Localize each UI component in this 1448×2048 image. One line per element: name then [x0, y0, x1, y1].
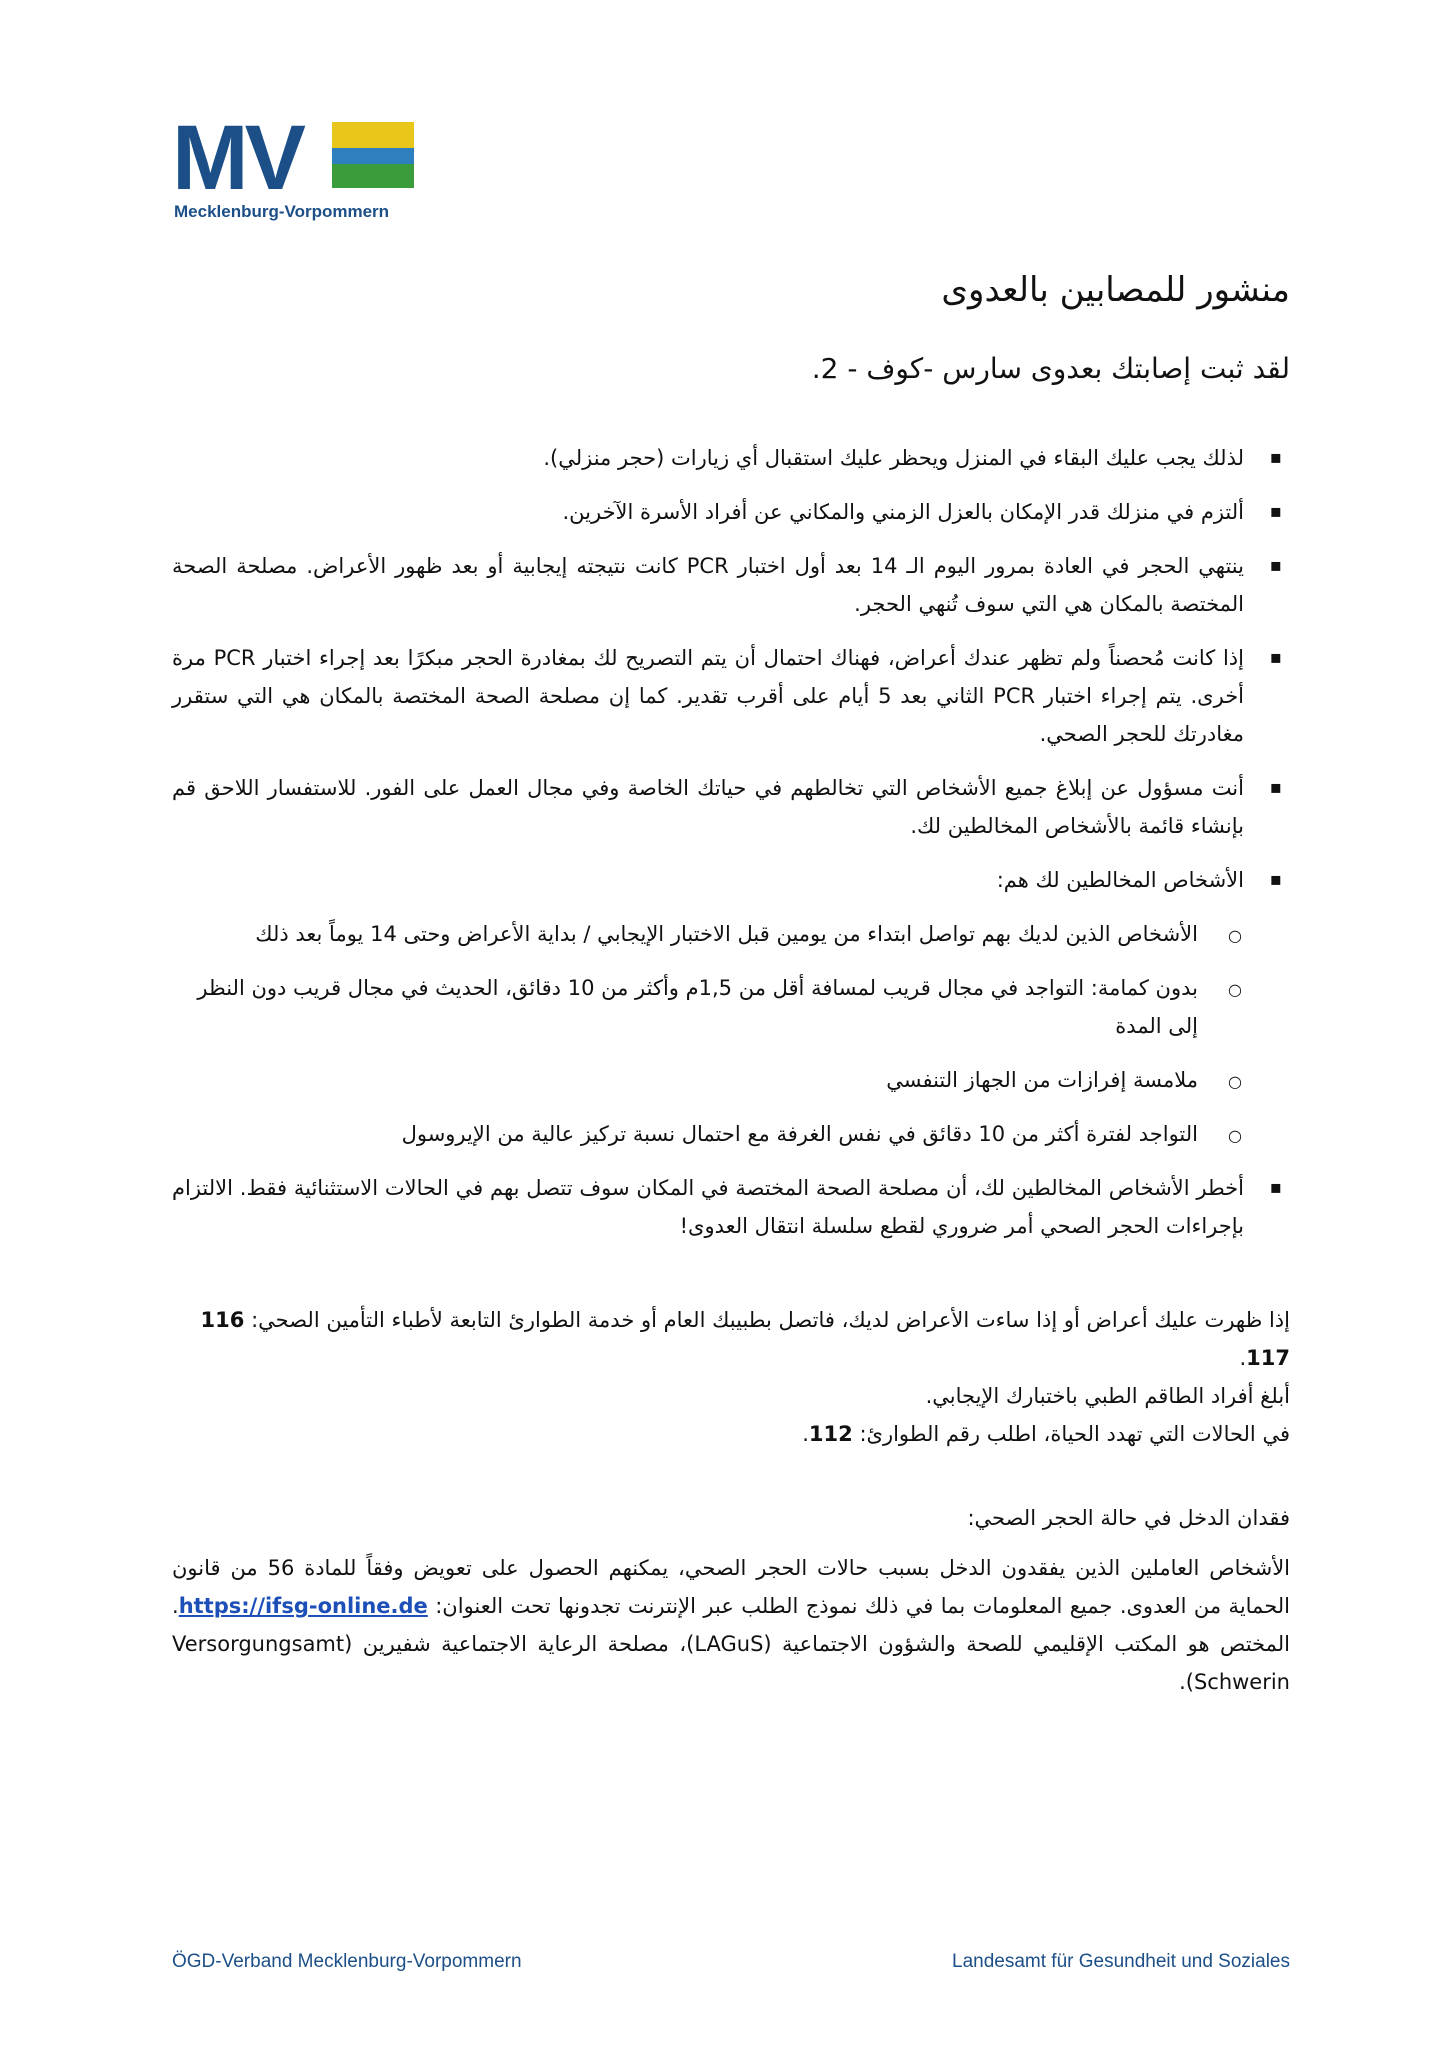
emergency-section — [172, 1301, 1290, 1453]
list-item: ○ الأشخاص الذين لديك بهم تواصل ابتداء من يومين قبل الاختبار الإيجابي / بداية الأعراض وحتى 14 يوماً بعد ذلك — [172, 915, 1290, 953]
page-subtitle: لقد ثبت إصابتك بعدوى سارس -كوف - 2. — [811, 352, 1290, 385]
emergency-text: إذا ظهرت عليك أعراض أو إذا ساءت الأعراض لديك، فاتصل بطبيبك العام أو خدمة الطوارئ التابعة لأطباء التأمين الصحي: 116 117. — [200, 1308, 1290, 1370]
list-item: ▪ ينتهي الحجر في العادة بمرور اليوم الـ 14 بعد أول اختبار PCR كانت نتيجته إيجابية أو بعد ظهور الأعراض. مصلحة الصحة المختصة بالمكان هي التي سوف تُنهي الحجر. — [172, 547, 1290, 623]
list-item: ▪ لذلك يجب عليك البقاء في المنزل ويحظر عليك استقبال أي زيارات (حجر منزلي). — [172, 439, 1290, 477]
emergency-line: في الحالات التي تهدد الحياة، اطلب رقم الطوارئ: — [859, 1422, 1290, 1446]
list-item: ▪ ألتزم في منزلك قدر الإمكان بالعزل الزمني والمكاني عن أفراد الأسرة الآخرين. — [172, 493, 1290, 531]
emergency-line: إذا ظهرت عليك أعراض أو إذا ساءت الأعراض لديك، فاتصل بطبيبك العام أو خدمة الطوارئ التابعة لأطباء التأمين الصحي: — [251, 1308, 1290, 1332]
mv-logo — [172, 107, 422, 228]
final-instruction-list — [172, 1169, 1290, 1245]
list-item: ▪ الأشخاص المخالطين لك هم: — [172, 861, 1290, 899]
logo-letters: MV — [172, 107, 302, 209]
page-title: منشور للمصابين بالعدوى — [941, 270, 1290, 310]
list-item: ▪ إذا كانت مُحصناً ولم تظهر عندك أعراض، فهناك احتمال أن يتم التصريح لك بمغادرة الحجر مبكرًا بعد إجراء اختبار PCR مرة أخرى. يتم إجراء اختبار PCR الثاني بعد 5 أيام على أقرب تقدير. كما إن مصلحة الصحة المختصة بالمكان هي التي ستقرر مغادرتك للحجر الصحي. — [172, 639, 1290, 753]
list-item: ○ ملامسة إفرازات من الجهاز التنفسي — [172, 1061, 1290, 1099]
list-item: ▪ أخطر الأشخاص المخالطين لك، أن مصلحة الصحة المختصة في المكان سوف تتصل بهم في الحالات الاستثنائية فقط. الالتزام بإجراءات الحجر الصحي أمر ضروري لقطع سلسلة انتقال العدوى! — [172, 1169, 1290, 1245]
list-item: ○ بدون كمامة: التواجد في مجال قريب لمسافة أقل من 1,5م وأكثر من 10 دقائق، الحديث في مجال قريب دون النظر إلى المدة — [172, 969, 1290, 1045]
income-text-part: الأشخاص العاملين الذين يفقدون الدخل بسبب حالات الحجر الصحي، يمكنهم الحصول على تعويض وفقاً للمادة 56 من قانون الحماية من العدوى. جميع المعلومات بما في ذلك نموذج الطلب عبر الإنترنت تجدونها تحت العنوان: — [172, 1556, 1291, 1618]
emergency-line: أبلغ أفراد الطاقم الطبي باختبارك الإيجابي. — [925, 1384, 1290, 1408]
emergency-text: في الحالات التي تهدد الحياة، اطلب رقم الطوارئ: 112. — [802, 1422, 1290, 1446]
footer-left: ÖGD-Verband Mecklenburg-Vorpommern — [172, 1951, 522, 1972]
list-item: ▪ أنت مسؤول عن إبلاغ جميع الأشخاص التي تخالطهم في حياتك الخاصة وفي مجال العمل على الفور. للاستفسار اللاحق قم بإنشاء قائمة بالأشخاص المخالطين لك. — [172, 769, 1290, 845]
phone-number: 112 — [808, 1422, 853, 1446]
income-text-part: المختص هو المكتب الإقليمي للصحة والشؤون الاجتماعية (LAGuS)، مصلحة الرعاية الاجتماعية شفيرين (Versorgungsamt Schwerin). — [172, 1632, 1290, 1694]
section-heading: فقدان الدخل في حالة الحجر الصحي: — [967, 1506, 1290, 1530]
contacts-list — [172, 915, 1290, 1153]
income-text: الأشخاص العاملين الذين يفقدون الدخل بسبب حالات الحجر الصحي، يمكنهم الحصول على تعويض وفقاً للمادة 56 من قانون الحماية من العدوى. جميع المعلومات بما في ذلك نموذج الطلب عبر الإنترنت تجدونها تحت العنوان: https://ifsg-online.de. المختص هو المكتب الإقليمي للصحة والشؤون الاجتماعية (LAGuS)، مصلحة الرعاية الاجتماعية شفيرين (Versorgungsamt Schwerin). — [172, 1556, 1291, 1694]
instructions-list — [172, 439, 1290, 899]
footer-right: Landesamt für Gesundheit und Soziales — [952, 1951, 1290, 1972]
ifsg-link[interactable]: https://ifsg-online.de — [178, 1594, 428, 1618]
income-section — [172, 1499, 1290, 1701]
logo-flag-icon — [332, 122, 414, 188]
document-body — [172, 270, 1290, 1701]
logo-text: Mecklenburg-Vorpommern — [174, 202, 390, 221]
phone-number: 116 117 — [200, 1308, 1290, 1370]
list-item: ○ التواجد لفترة أكثر من 10 دقائق في نفس الغرفة مع احتمال نسبة تركيز عالية من الإيروسول — [172, 1115, 1290, 1153]
